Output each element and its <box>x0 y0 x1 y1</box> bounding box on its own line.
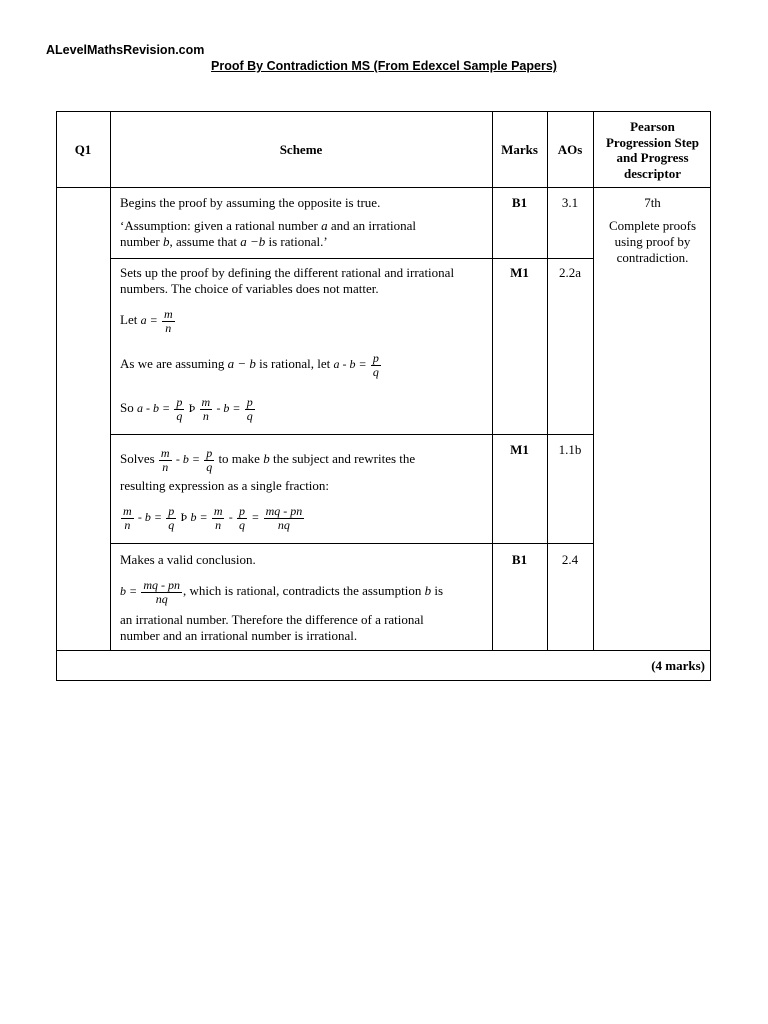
column-divider <box>110 111 111 651</box>
implies-symbol: Þ <box>180 510 188 524</box>
fraction-p-over-q: $\frac{p}{q}$ <box>168 503 175 532</box>
document-title: Proof By Contradiction MS (From Edexcel Sample Papers) <box>211 59 557 73</box>
fraction-m-over-n: $\frac{m}{n}$ <box>201 394 211 423</box>
header-divider <box>56 187 711 188</box>
row-divider <box>110 543 593 544</box>
row3-ao: 1.1b <box>558 442 582 457</box>
progress-step: 7th <box>644 195 661 210</box>
header-question: Q1 <box>74 142 92 157</box>
total-marks: (4 marks) <box>651 658 705 673</box>
header-aos: AOs <box>557 142 583 157</box>
row4-line1: Makes a valid conclusion. <box>120 552 256 567</box>
header-pearson: Pearson Progression Step and Progress descriptor <box>605 119 700 181</box>
column-divider <box>547 111 548 651</box>
row3-solves: Solves $\frac{m}{n}$ - b = $\frac{p}{q}$ to make b the subject and rewrites the <box>120 445 416 474</box>
total-divider <box>56 650 711 651</box>
fraction-p-over-q: $\frac{p}{q}$ <box>176 394 183 423</box>
row2-assume: As we are assuming a − b is rational, let a - b = $\frac{p}{q}$ <box>120 350 379 379</box>
row1-line3: number b, assume that a −b is rational.’ <box>120 234 328 249</box>
fraction-m-over-n: $\frac{m}{n}$ <box>160 445 170 474</box>
row4-conclusion: b = $\frac{mq - pn}{nq}$ , which is rational, contradicts the assumption b is <box>120 577 443 606</box>
header-scheme: Scheme <box>279 142 323 157</box>
row2-ao: 2.2a <box>558 265 582 280</box>
fraction-mq-pn-over-nq: $\frac{mq - pn}{nq}$ <box>143 577 181 606</box>
row2-so: So a - b = $\frac{p}{q}$ Þ $\frac{m}{n}$ - b = $\frac{p}{q}$ <box>120 394 253 423</box>
row3-line2: resulting expression as a single fraction: <box>120 478 330 493</box>
fraction-m-over-n: $\frac{m}{n}$ <box>163 306 173 335</box>
row3-mark: M1 <box>510 442 529 457</box>
header-marks: Marks <box>501 142 538 157</box>
row2-line1: Sets up the proof by defining the different rational and irrational <box>120 265 455 280</box>
row-divider <box>110 434 593 435</box>
fraction-p-over-q: $\frac{p}{q}$ <box>246 394 253 423</box>
row-divider <box>110 258 593 259</box>
implies-symbol: Þ <box>188 401 196 415</box>
site-name: ALevelMathsRevision.com <box>46 43 205 57</box>
row4-ao: 2.4 <box>561 552 579 567</box>
fraction-m-over-n: $\frac{m}{n}$ <box>123 503 132 532</box>
column-divider <box>593 111 594 651</box>
fraction-mq-pn-over-nq: $\frac{mq - pn}{nq}$ <box>265 503 303 532</box>
row4-line4: number and an irrational number is irrational. <box>120 628 358 643</box>
fraction-p-over-q: $\frac{p}{q}$ <box>238 503 245 532</box>
row1-ao: 3.1 <box>561 195 579 210</box>
row1-line1: Begins the proof by assuming the opposite is true. <box>120 195 381 210</box>
progress-descriptor: Complete proofs using proof by contradiction. <box>608 218 696 265</box>
fraction-m-over-n: $\frac{m}{n}$ <box>213 503 223 532</box>
row1-mark: B1 <box>511 195 528 210</box>
row4-line3: an irrational number. Therefore the difference of a rational <box>120 612 424 627</box>
fraction-p-over-q: $\frac{p}{q}$ <box>372 350 379 379</box>
fraction-p-over-q: $\frac{p}{q}$ <box>206 445 213 474</box>
row3-equation: $\frac{m}{n}$ - b = $\frac{p}{q}$ Þ b = $\frac{m}{n}$ - $\frac{p}{q}$ = $\frac{mq - pn}{nq}$ <box>123 503 303 532</box>
row2-let: Let a = $\frac{m}{n}$ <box>120 306 173 335</box>
row2-mark: M1 <box>510 265 529 280</box>
row1-line2: ‘Assumption: given a rational number a and an irrational <box>120 218 417 233</box>
row4-mark: B1 <box>511 552 528 567</box>
column-divider <box>492 111 493 651</box>
row2-line2: numbers. The choice of variables does not matter. <box>120 281 379 296</box>
